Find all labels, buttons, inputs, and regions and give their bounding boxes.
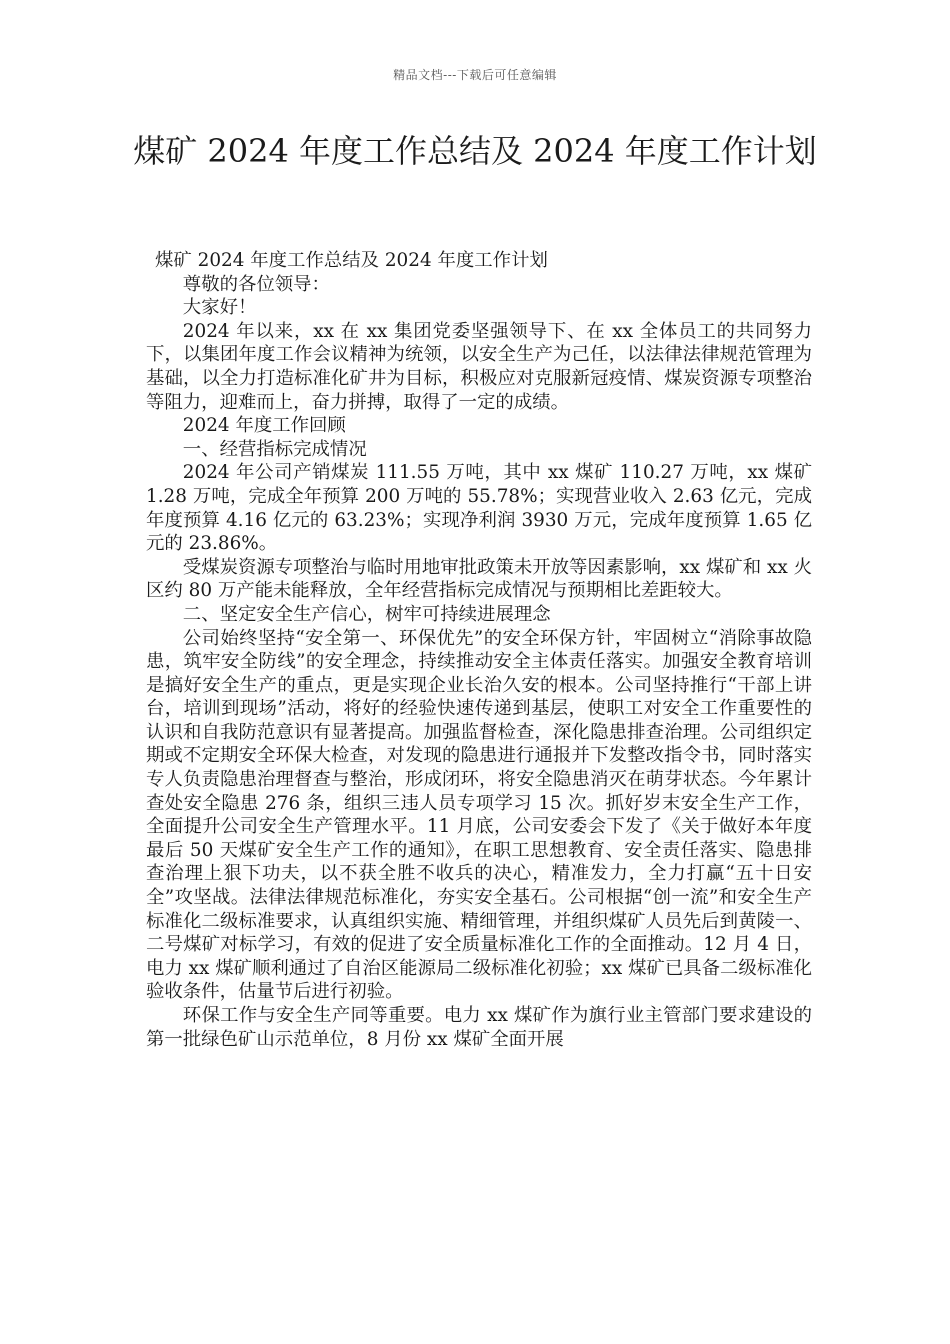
greeting: 大家好！ <box>182 297 257 319</box>
section-heading-review: 2024 年度工作回顾 <box>182 415 346 437</box>
paragraph-business-impact: 受煤炭资源专项整治与临时用地审批政策未开放等因素影响，xx 煤矿和 xx 火区约 80 万产能未能释放，全年经营指标完成情况与预期相比差距较大。 <box>146 556 812 602</box>
paragraph-environment: 环保工作与安全生产同等重要。电力 xx 煤矿作为旗行业主管部门要求建设的第一批绿色矿山示范单位，8 月份 xx 煤矿全面开展 <box>146 1005 812 1050</box>
salutation: 尊敬的各位领导： <box>182 273 330 295</box>
body-subtitle: 煤矿 2024 年度工作总结及 2024 年度工作计划 <box>155 250 548 271</box>
header-note: 精品文档---下载后可任意编辑 <box>393 68 557 82</box>
section-heading-2: 二、坚定安全生产信心，树牢可持续进展理念 <box>182 603 551 625</box>
paragraph-intro: 2024 年以来，xx 在 xx 集团党委坚强领导下、在 xx 全体员工的共同努力下，以集团年度工作会议精神为统领，以安全生产为己任，以法律法律规范管理为基础，以全力打造标准化矿井为目标，积极应对克服新冠疫情、煤炭资源专项整治等阻力，迎难而上，奋力拼搏，取得了一定的成绩。 <box>146 320 812 413</box>
paragraph-safety: 公司始终坚持“安全第一、环保优先”的安全环保方针，牢固树立“消除事故隐患，筑牢安全防线”的安全理念，持续推动安全主体责任落实。加强安全教育培训是搞好安全生产的重点，更是实现企业长治久安的根本。公司坚持推行“干部上讲台，培训到现场”活动，将好的经验快速传递到基层，使职工对安全工作重要性的认识和自我防范意识有显著提高。加强监督检查，深化隐患排查治理。公司组织定期或不定期安全环保大检查，对发现的隐患进行通报并下发整改指令书，同时落实专人负责隐患治理督查与整治，形成闭环，将安全隐患消灭在萌芽状态。今年累计查处安全隐患 276 条，组织三违人员专项学习 15 次。抓好岁末安全生产工作，全面提升公司安全生产管理水平。11 月底，公司安委会下发了《关于做好本年度最后 50 天煤矿安全生产工作的通知》，在职工思想教育、安全责任落实、隐患排查治理上狠下功夫，以不获全胜不收兵的决心，精准发力，全力打赢“五十日安全”攻坚战。法律法律规范标准化，夯实安全基石。公司根据“创一流”和安全生产标准化二级标准要求，认真组织实施、精细管理，并组织煤矿人员先后到黄陵一、二号煤矿对标学习，有效的促进了安全质量标准化工作的全面推动。12 月 4 日，电力 xx 煤矿顺利通过了自治区能源局二级标准化初验；xx 煤矿已具备二级标准化验收条件，估量节后进行初验。 <box>146 627 812 1003</box>
paragraph-business-figures: 2024 年公司产销煤炭 111.55 万吨，其中 xx 煤矿 110.27 万吨，xx 煤矿 1.28 万吨，完成全年预算 200 万吨的 55.78%；实现营业收入 2.63 亿元，完成年度预算 4.16 亿元的 63.23%；实现净利润 3930 万元，完成年度预算 1.65 亿元的 23.86%。 <box>146 462 812 555</box>
document-title: 煤矿 2024 年度工作总结及 2024 年度工作计划 <box>133 132 817 170</box>
document-body <box>146 249 812 1051</box>
section-heading-1: 一、经营指标完成情况 <box>182 438 367 460</box>
